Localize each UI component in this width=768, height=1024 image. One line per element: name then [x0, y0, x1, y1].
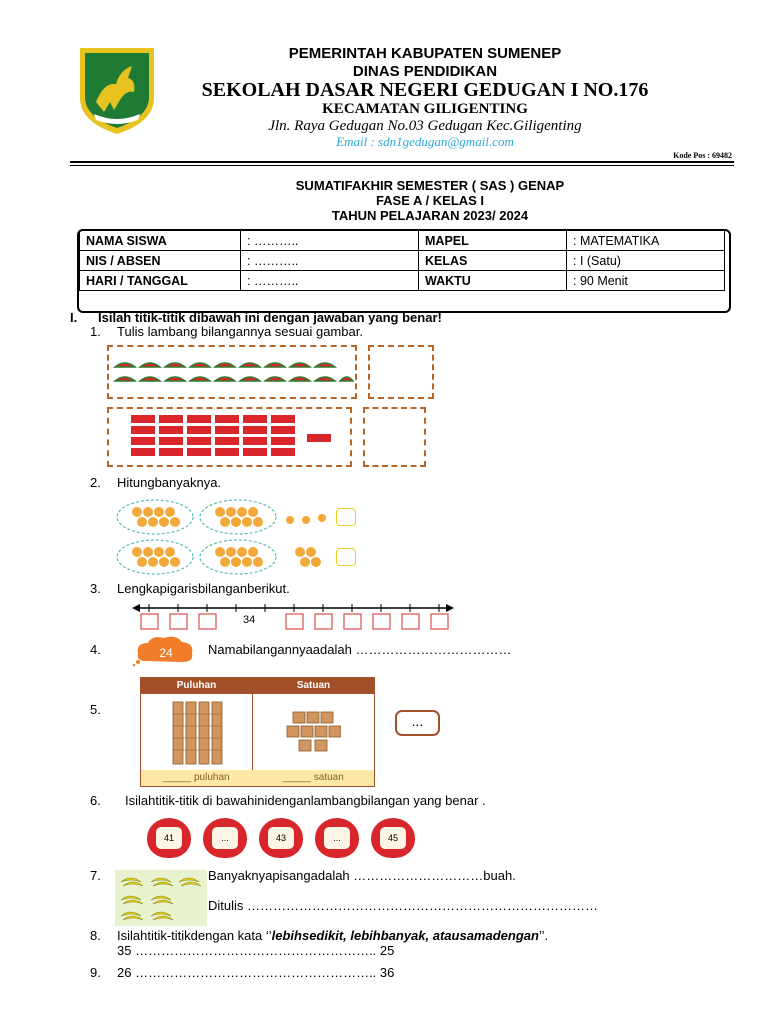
apple-card [259, 818, 303, 858]
cookie-groups-icon [115, 498, 365, 578]
q4-number: 4. [90, 642, 101, 657]
exam-phase: FASE A / KELAS I [375, 193, 485, 208]
q2-number: 2. [90, 475, 101, 490]
table-row [80, 271, 725, 291]
header-email: Email : sdn1gedugan@gmail.com [336, 134, 514, 149]
apple-card [371, 818, 415, 858]
q9-compare-line: 26 ……………………………………………….. 36 [117, 965, 395, 980]
header-divider-thin [70, 165, 734, 166]
watermelon-slices-icon [109, 347, 355, 397]
q5-satuan-blank: _____ satuan [283, 772, 344, 783]
info-label: MAPEL [419, 231, 567, 251]
info-label: KELAS [419, 251, 567, 271]
q5-place-value-table [140, 677, 375, 787]
apple-card[interactable] [315, 818, 359, 858]
q5-col-puluhan: Puluhan [141, 678, 252, 694]
q5-number: 5. [90, 702, 101, 717]
exam-title: SUMATIFAKHIR SEMESTER ( SAS ) GENAP [295, 178, 565, 193]
q4-text: Namabilangannyaadalah ……………………………… [208, 642, 512, 657]
q5-puluhan-blank: _____ puluhan [163, 772, 230, 783]
q8-number: 8. [90, 928, 101, 943]
q7-written-text: Ditulis ……………………………………………………………………… [208, 898, 599, 913]
header-divider [70, 161, 734, 163]
apple-number: 41 [156, 827, 182, 849]
student-info-table [79, 230, 725, 291]
info-label: HARI / TANGGAL [80, 271, 241, 291]
q8-text [117, 928, 548, 943]
q3-number: 3. [90, 581, 101, 596]
tens-rods-icon [169, 700, 225, 766]
exam-year: TAHUN PELAJARAN 2023/ 2024 [331, 208, 529, 223]
ten-bars-icon [109, 409, 350, 465]
school-logo [74, 44, 160, 136]
q2-answer-box-2[interactable] [336, 548, 356, 566]
ones-cubes-icon [285, 710, 341, 754]
info-value: : I (Satu) [567, 251, 725, 271]
header-address: Jln. Raya Gedugan No.03 Gedugan Kec.Giligenting [268, 118, 582, 134]
header-department: DINAS PENDIDIKAN [352, 63, 498, 80]
q2-text: Hitungbanyaknya. [117, 475, 222, 490]
apple-number: ... [212, 827, 238, 849]
q1-text: Tulis lambang bilangannya sesuai gambar. [117, 324, 363, 339]
info-value: : ……….. [241, 231, 419, 251]
q6-text: Isilahtitik-titik di bawahinidenganlambangbilangan yang benar . [125, 793, 486, 808]
q8-text-post: ’’. [538, 928, 549, 943]
info-value: : 90 Menit [567, 271, 725, 291]
q8-text-emphasis: lebihsedikit, lebihbanyak, atausamadengan [271, 928, 539, 943]
info-label: WAKTU [419, 271, 567, 291]
apple-number: 43 [268, 827, 294, 849]
banana-bunches-icon [115, 870, 207, 926]
section-numeral: I. [70, 310, 78, 325]
q7-number: 7. [90, 868, 101, 883]
header-district: KECAMATAN GILIGENTING [322, 101, 528, 117]
q8-compare-line: 35 ……………………………………………….. 25 [117, 943, 395, 958]
apple-card [147, 818, 191, 858]
info-value: : ……….. [241, 271, 419, 291]
number-line-icon [132, 601, 454, 631]
q1-tenbars-box [107, 407, 352, 467]
postal-code: Kode Pos : 69482 [673, 151, 732, 160]
q1-number: 1. [90, 324, 101, 339]
q3-text: Lengkapigarisbilanganberikut. [117, 581, 290, 596]
q1-answer-box-2[interactable] [363, 407, 426, 467]
apple-number: 45 [380, 827, 406, 849]
q6-number: 6. [90, 793, 101, 808]
q4-bubble-number: 24 [159, 646, 173, 660]
info-label: NAMA SISWA [80, 231, 241, 251]
apple-number: ... [324, 827, 350, 849]
q5-answer-box[interactable]: ... [395, 710, 440, 736]
info-value: : MATEMATIKA [567, 231, 725, 251]
info-label: NIS / ABSEN [80, 251, 241, 271]
q1-watermelon-box [107, 345, 357, 399]
q8-text-pre: Isilahtitik-titikdengan kata ‘’ [117, 928, 272, 943]
apple-card[interactable] [203, 818, 247, 858]
table-row [80, 251, 725, 271]
q3-given-number: 34 [243, 614, 256, 626]
q1-answer-box-1[interactable] [368, 345, 434, 399]
table-row [80, 231, 725, 251]
header-government: PEMERINTAH KABUPATEN SUMENEP [288, 45, 562, 62]
q2-answer-box-1[interactable] [336, 508, 356, 526]
q5-col-satuan: Satuan [253, 678, 374, 694]
info-value: : ……….. [241, 251, 419, 271]
q7-count-text: Banyaknyapisangadalah …………………………buah. [208, 868, 516, 883]
header-school-name: SEKOLAH DASAR NEGERI GEDUGAN I NO.176 [201, 79, 649, 101]
section-instruction: Isilah titik-titik dibawah ini dengan jawaban yang benar! [98, 310, 442, 325]
q9-number: 9. [90, 965, 101, 980]
